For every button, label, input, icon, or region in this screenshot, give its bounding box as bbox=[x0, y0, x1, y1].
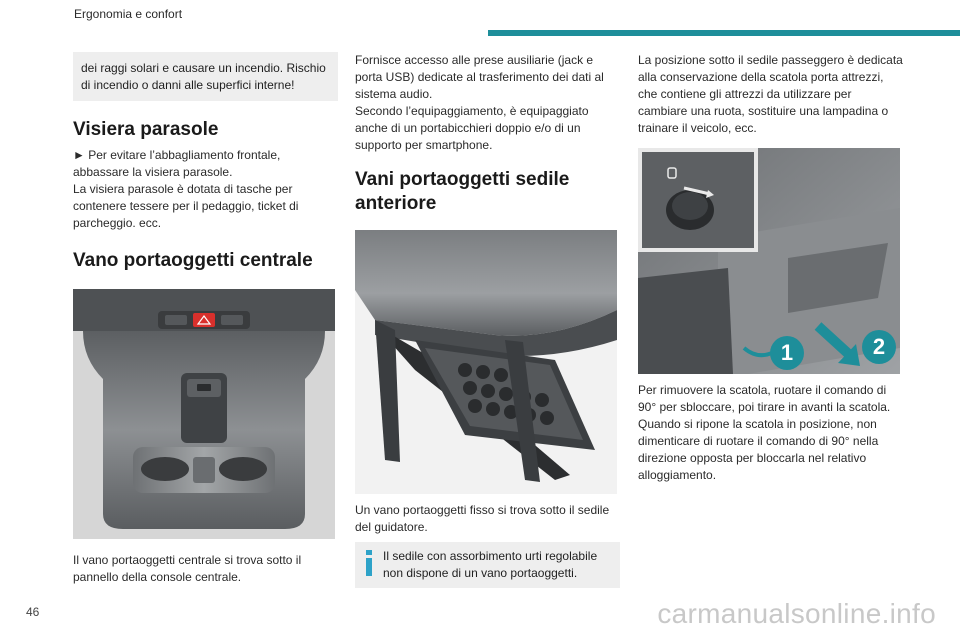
column-1 bbox=[73, 52, 338, 586]
header-accent-bar bbox=[488, 30, 960, 36]
page-number: 46 bbox=[26, 605, 40, 619]
usb-port-icon bbox=[197, 384, 211, 391]
section-title: Ergonomia e confort bbox=[74, 7, 183, 21]
step-badge-2: 2 bbox=[862, 330, 896, 364]
info-note-box bbox=[355, 542, 620, 588]
central-box-caption: Il vano portaoggetti centrale si trova sotto il pannello della console centrale. bbox=[73, 553, 302, 584]
central-storage-illustration bbox=[73, 289, 335, 539]
toolbox-intro: La posizione sotto il sedile passeggero è dedicata alla conservazione della scatola porta attrezzi, che contiene gli attrezzi da utilizzare per cambiare una ruota, sostituire una lampadina o trainare il veicolo, ecc. bbox=[638, 53, 903, 135]
watermark: carmanualsonline.info bbox=[657, 598, 936, 629]
sun-visor-heading: Visiera parasole bbox=[73, 119, 219, 140]
info-note-text: Il sedile con assorbimento urti regolabile non dispone di un vano portaoggetti. bbox=[383, 549, 598, 580]
sun-visor-instruction: ► Per evitare l’abbagliamento frontale, abbassare la visiera parasole. bbox=[73, 148, 281, 179]
toolbox-illustration bbox=[638, 148, 900, 374]
seat-box-heading: Vani portaoggetti sedile anteriore bbox=[355, 169, 570, 214]
toolbox-instructions: Per rimuovere la scatola, ruotare il comando di 90° per sbloccare, poi tirare in avanti la scatola. Quando si ripone la scatola in posizione, non dimenticare di ruotare il comando di 90° nella direzione opposta per bloccarla nel relativo alloggiamento. bbox=[638, 383, 891, 482]
step-badge-1: 1 bbox=[770, 336, 804, 370]
seat-storage-illustration bbox=[355, 230, 617, 494]
aux-intro: Fornisce accesso alle prese ausiliarie (jack e porta USB) dedicate al trasferimento dei dati al sistema audio. bbox=[355, 53, 604, 101]
sun-visor-description: La visiera parasole è dotata di tasche per contenere tessere per il pedaggio, ticket di parcheggio. ecc. bbox=[73, 182, 299, 230]
warning-text: dei raggi solari e causare un incendio. Rischio di incendio o danni alle superfici interne! bbox=[81, 61, 326, 92]
column-2 bbox=[355, 52, 620, 588]
info-icon bbox=[363, 550, 375, 578]
central-box-heading: Vano portaoggetti centrale bbox=[73, 250, 313, 271]
warning-box bbox=[73, 52, 338, 101]
aux-intro-2: Secondo l’equipaggiamento, è equipaggiato anche di un portabicchieri doppio e/o di un supporto per smartphone. bbox=[355, 104, 589, 152]
seat-box-caption: Un vano portaoggetti fisso si trova sotto il sedile del guidatore. bbox=[355, 503, 610, 534]
column-3 bbox=[638, 52, 903, 484]
